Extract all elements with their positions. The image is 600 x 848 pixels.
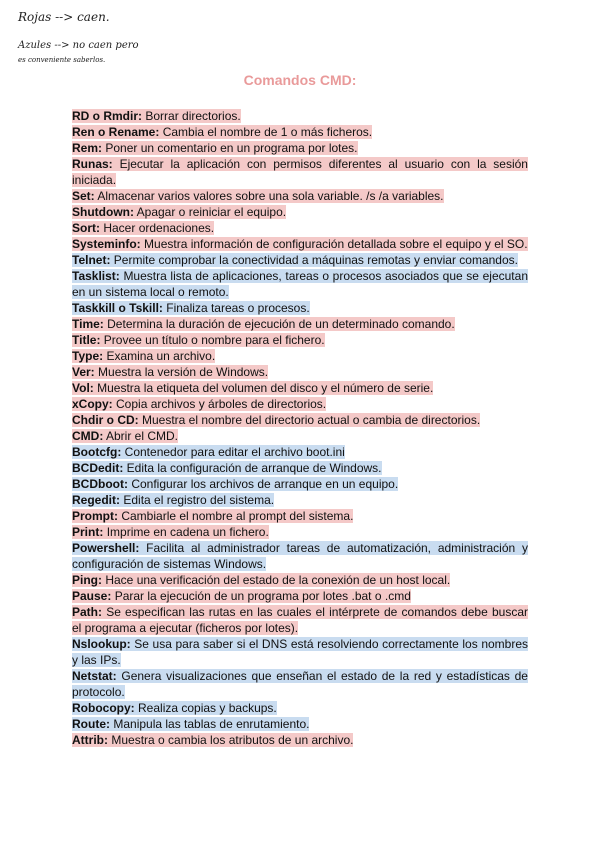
command-name: Title: [72,333,101,347]
command-name: Sort: [72,221,100,235]
command-description: Facilita al administrador tareas de automatización, administración y configuración de sistemas Windows. [72,541,528,571]
command-entry [72,220,528,236]
command-entry [72,268,528,300]
command-description: Hace una verificación del estado de la conexión de un host local. [105,573,451,587]
highlighted-text [72,269,528,299]
highlighted-text [72,301,310,315]
highlighted-text [72,637,528,667]
command-entry [72,460,528,476]
highlighted-text [72,189,444,203]
highlighted-text [72,205,286,219]
command-entry [72,636,528,668]
command-description: Finaliza tareas o procesos. [166,301,310,315]
highlighted-text [72,221,214,235]
command-name: Route: [72,717,110,731]
highlighted-text [72,125,372,139]
command-description: Muestra el nombre del directorio actual o cambia de directorios. [142,413,481,427]
command-name: Ver: [72,365,95,379]
command-entry [72,668,528,700]
command-description: Imprime en cadena un fichero. [106,525,269,539]
command-name: Time: [72,317,104,331]
command-name: Print: [72,525,104,539]
highlighted-text [72,669,528,699]
command-name: Ping: [72,573,102,587]
command-entry [72,412,528,428]
command-description: Almacenar varios valores sobre una sola variable. /s /a variables. [97,189,444,203]
command-name: Chdir o CD: [72,413,139,427]
command-name: Type: [72,349,104,363]
command-entry [72,444,528,460]
command-name: Systeminfo: [72,237,141,251]
command-entry [72,236,528,252]
highlighted-text [72,717,309,731]
highlighted-text [72,733,353,747]
command-description: Edita el registro del sistema. [123,493,275,507]
command-description: Apagar o reiniciar el equipo. [136,205,287,219]
command-entry [72,204,528,220]
command-name: Powershell: [72,541,140,555]
command-entry [72,508,528,524]
command-entry [72,572,528,588]
command-description: Se especifican las rutas en las cuales el intérprete de comandos debe buscar el programa a ejecutar (ficheros por lotes). [72,605,528,635]
command-entry [72,492,528,508]
command-description: Ejecutar la aplicación con permisos diferentes al usuario con la sesión iniciada. [72,157,528,187]
command-entry [72,588,528,604]
command-entry [72,188,528,204]
command-description: Muestra la versión de Windows. [98,365,269,379]
command-description: Realiza copias y backups. [138,701,277,715]
command-entry [72,348,528,364]
command-name: Shutdown: [72,205,134,219]
highlighted-text [72,157,528,187]
command-entry [72,524,528,540]
highlighted-text [72,525,269,539]
command-description: Manipula las tablas de enrutamiento. [113,717,310,731]
command-entry [72,540,528,572]
command-description: Muestra la etiqueta del volumen del disco y el número de serie. [97,381,434,395]
command-name: Pause: [72,589,112,603]
highlighted-text [72,365,268,379]
command-description: Copia archivos y árboles de directorios. [116,397,327,411]
command-entry [72,252,528,268]
command-description: Se usa para saber si el DNS está resolviendo correctamente los nombres y las IPs. [72,637,529,667]
command-name: xCopy: [72,397,113,411]
command-name: Netstat: [72,669,117,683]
command-name: Runas: [72,157,113,171]
command-entry [72,124,528,140]
command-description: Muestra o cambia los atributos de un archivo. [111,733,354,747]
command-name: Rem: [72,141,103,155]
highlighted-text [72,573,450,587]
command-entry [72,300,528,316]
command-description: Abrir el CMD. [106,429,179,443]
highlighted-text [72,445,345,459]
command-entry [72,108,528,124]
command-entry [72,716,528,732]
command-entry [72,140,528,156]
legend-blue-note: Azules --> no caen pero [18,40,139,51]
command-name: Ren o Rename: [72,125,160,139]
command-list [72,108,528,748]
command-name: Vol: [72,381,94,395]
command-name: Bootcfg: [72,445,122,459]
command-description: Genera visualizaciones que enseñan el estado de la red y estadísticas de protocolo. [72,669,528,699]
command-description: Contenedor para editar el archivo boot.ini [124,445,345,459]
command-entry [72,156,528,188]
command-description: Cambiarle el nombre al prompt del sistema. [121,509,354,523]
highlighted-text [72,605,528,635]
command-description: Configurar los archivos de arranque en un equipo. [131,477,399,491]
highlighted-text [72,541,528,571]
command-entry [72,732,528,748]
command-name: CMD: [72,429,104,443]
command-description: Muestra lista de aplicaciones, tareas o procesos asociados que se ejecutan en un sistema local o remoto. [72,269,528,299]
command-entry [72,316,528,332]
command-name: BCDboot: [72,477,128,491]
highlighted-text [72,253,518,267]
command-entry [72,604,528,636]
command-description: Borrar directorios. [145,109,241,123]
command-description: Cambia el nombre de 1 o más ficheros. [162,125,373,139]
command-name: Regedit: [72,493,120,507]
highlighted-text [72,413,480,427]
command-description: Poner un comentario en un programa por lotes. [105,141,358,155]
command-entry [72,700,528,716]
highlighted-text [72,429,178,443]
command-name: Nslookup: [72,637,131,651]
command-name: Prompt: [72,509,118,523]
highlighted-text [72,589,411,603]
command-entry [72,428,528,444]
command-description: Edita la configuración de arranque de Windows. [126,461,382,475]
highlighted-text [72,509,353,523]
command-name: RD o Rmdir: [72,109,142,123]
page-title: Comandos CMD: [243,72,357,88]
highlighted-text [72,397,326,411]
command-name: Set: [72,189,95,203]
highlighted-text [72,109,241,123]
command-name: Tasklist: [72,269,120,283]
highlighted-text [72,317,455,331]
highlighted-text [72,493,274,507]
legend-blue-note-cont: es conveniente saberlos. [18,56,106,64]
command-name: BCDedit: [72,461,124,475]
command-name: Path: [72,605,102,619]
command-description: Permite comprobar la conectividad a máquinas remotas y enviar comandos. [113,253,518,267]
command-entry [72,476,528,492]
command-description: Parar la ejecución de un programa por lotes .bat o .cmd [114,589,411,603]
command-name: Attrib: [72,733,108,747]
command-description: Examina un archivo. [106,349,216,363]
command-entry [72,332,528,348]
command-description: Hacer ordenaciones. [103,221,215,235]
highlighted-text [72,141,358,155]
legend-red-note: Rojas --> caen. [18,10,110,24]
command-entry [72,364,528,380]
command-entry [72,380,528,396]
command-description: Muestra información de configuración detallada sobre el equipo y el SO. [144,237,528,251]
command-name: Telnet: [72,253,111,267]
command-description: Provee un título o nombre para el fichero. [103,333,325,347]
highlighted-text [72,333,325,347]
highlighted-text [72,237,528,251]
highlighted-text [72,461,382,475]
highlighted-text [72,381,433,395]
highlighted-text [72,349,215,363]
command-description: Determina la duración de ejecución de un determinado comando. [107,317,455,331]
command-name: Robocopy: [72,701,135,715]
command-name: Taskkill o Tskill: [72,301,163,315]
command-entry [72,396,528,412]
highlighted-text [72,477,398,491]
highlighted-text [72,701,277,715]
